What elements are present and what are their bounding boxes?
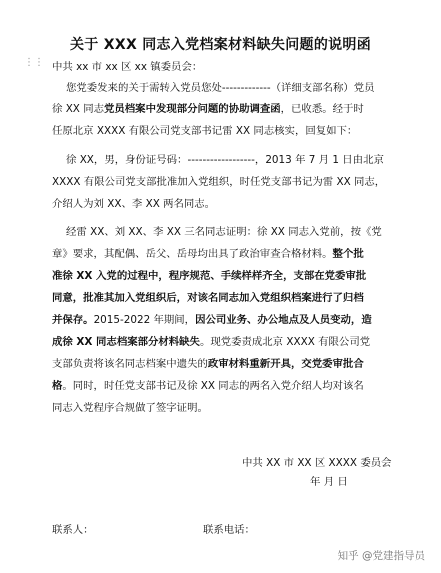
text-run: 政审材料重新开具，交党委审批合 bbox=[207, 358, 364, 370]
text-run: 同志入党程序合规做了签字证明。 bbox=[52, 402, 208, 414]
text-run: ，已收悉。经于时 bbox=[280, 103, 364, 115]
text-run: 准徐 XX 入党的过程中，程序规范、手续样样齐全，支部在党委审批 bbox=[52, 270, 367, 282]
text-run: 。同时，时任党支部书记及徐 XX 同志的两名入党介绍人均对该名 bbox=[62, 380, 364, 392]
body-line bbox=[66, 225, 382, 239]
text-run: 党员档案中发现部分问题的协助调查函 bbox=[104, 103, 281, 115]
text-run: 。现党委责成北京 XXXX 有限公司党 bbox=[199, 336, 371, 348]
text-run: 支部负责将该名同志档案中遗失的 bbox=[52, 358, 208, 370]
text-run: 经雷 XX、刘 XX、李 XX 三名同志证明：徐 XX 同志入党前，按《党 bbox=[66, 226, 382, 238]
text-run: 同意，批准其加入党组织后，对该名同志加入党组织档案进行了归档 bbox=[52, 292, 364, 304]
body-line bbox=[66, 81, 375, 95]
text-run: 2015-2022 年期间， bbox=[93, 314, 196, 326]
text-run: 并保存。 bbox=[52, 314, 94, 326]
body-line bbox=[52, 401, 208, 415]
body-line bbox=[52, 335, 370, 349]
contact-person-label: 联系人： bbox=[52, 524, 94, 536]
text-run: XXXX 有限公司党支部批准加入党组织，时任党支部书记为雷 XX 同志， bbox=[52, 176, 386, 188]
text-run: 章》要求，其配偶、岳父、岳母均出具了政治审查合格材料。 bbox=[52, 248, 333, 260]
recipient-line: 中共 xx 市 xx 区 xx 镇委员会： bbox=[52, 61, 203, 73]
text-run: 徐 XX 同志 bbox=[52, 103, 105, 115]
body-line bbox=[52, 269, 366, 283]
text-run: 因公司业务、办公地点及人员变动，造 bbox=[195, 314, 372, 326]
watermark: 知乎 @党建指导员 bbox=[337, 550, 425, 562]
document-title: 关于 XXX 同志入党档案材料缺失问题的说明函 bbox=[69, 37, 372, 53]
body-line bbox=[52, 379, 364, 393]
body-line bbox=[52, 313, 372, 327]
body-line bbox=[52, 291, 364, 305]
body-line bbox=[52, 175, 385, 189]
drag-handle-icon[interactable]: ⋮⋮ bbox=[24, 57, 44, 68]
body-line bbox=[52, 197, 215, 211]
signature-org: 中共 XX 市 XX 区 XXXX 委员会 bbox=[242, 457, 392, 469]
text-run: 整个批 bbox=[332, 248, 364, 260]
text-run: 成徐 XX 同志档案部分材料缺失 bbox=[52, 336, 200, 348]
body-line bbox=[52, 124, 357, 138]
body-line bbox=[52, 247, 364, 261]
text-run: 任原北京 XXXX 有限公司党支部书记雷 XX 同志核实，回复如下： bbox=[52, 125, 358, 137]
text-run: 徐 XX，男，身份证号码：------------------，2013 年 7 月 1 日由北京 bbox=[66, 154, 384, 166]
text-run: 介绍人为刘 XX、李 XX 两名同志。 bbox=[52, 198, 216, 210]
body-line bbox=[66, 153, 384, 167]
body-line bbox=[52, 357, 364, 371]
signature-date: 年 月 日 bbox=[310, 476, 348, 488]
text-run: 格 bbox=[52, 380, 63, 392]
body-line bbox=[52, 102, 364, 116]
text-run: 您党委发来的关于需转入党员您处-------------（详细支部名称）党员 bbox=[66, 82, 375, 94]
contact-phone-label: 联系电话： bbox=[203, 524, 255, 536]
